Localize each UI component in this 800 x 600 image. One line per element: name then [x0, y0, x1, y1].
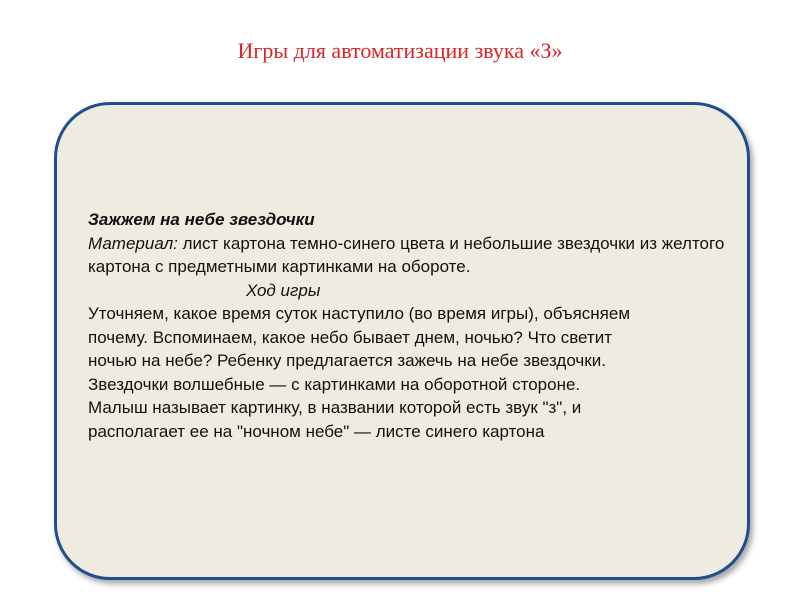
section-heading: Ход игры	[246, 280, 321, 300]
game-name: Зажжем на небе звездочки	[88, 210, 315, 229]
paragraph-line: ночью на небе? Ребенку предлагается зажечь на небе звездочки.	[88, 351, 606, 370]
paragraph-line: Уточняем, какое время суток наступило (во время игры), объясняем	[88, 304, 631, 323]
slide-title: Игры для автоматизации звука «З»	[237, 38, 563, 63]
material-text: лист картона темно-синего цвета и небольшие звездочки из желтого картона с предметными картинками на обороте.	[88, 233, 725, 276]
game-description	[88, 208, 728, 443]
paragraph-line: почему. Вспоминаем, какое небо бывает днем, ночью? Что светит	[88, 327, 612, 347]
paragraph-line: Малыш называет картинку, в названии которой есть звук "з", и	[88, 398, 582, 417]
paragraph-line: располагает ее на "ночном небе" — листе синего картона	[88, 421, 545, 441]
material-paragraph	[88, 232, 728, 279]
paragraph-line: Звездочки волшебные — с картинками на оборотной стороне.	[88, 374, 581, 394]
material-label: Материал:	[88, 233, 178, 253]
